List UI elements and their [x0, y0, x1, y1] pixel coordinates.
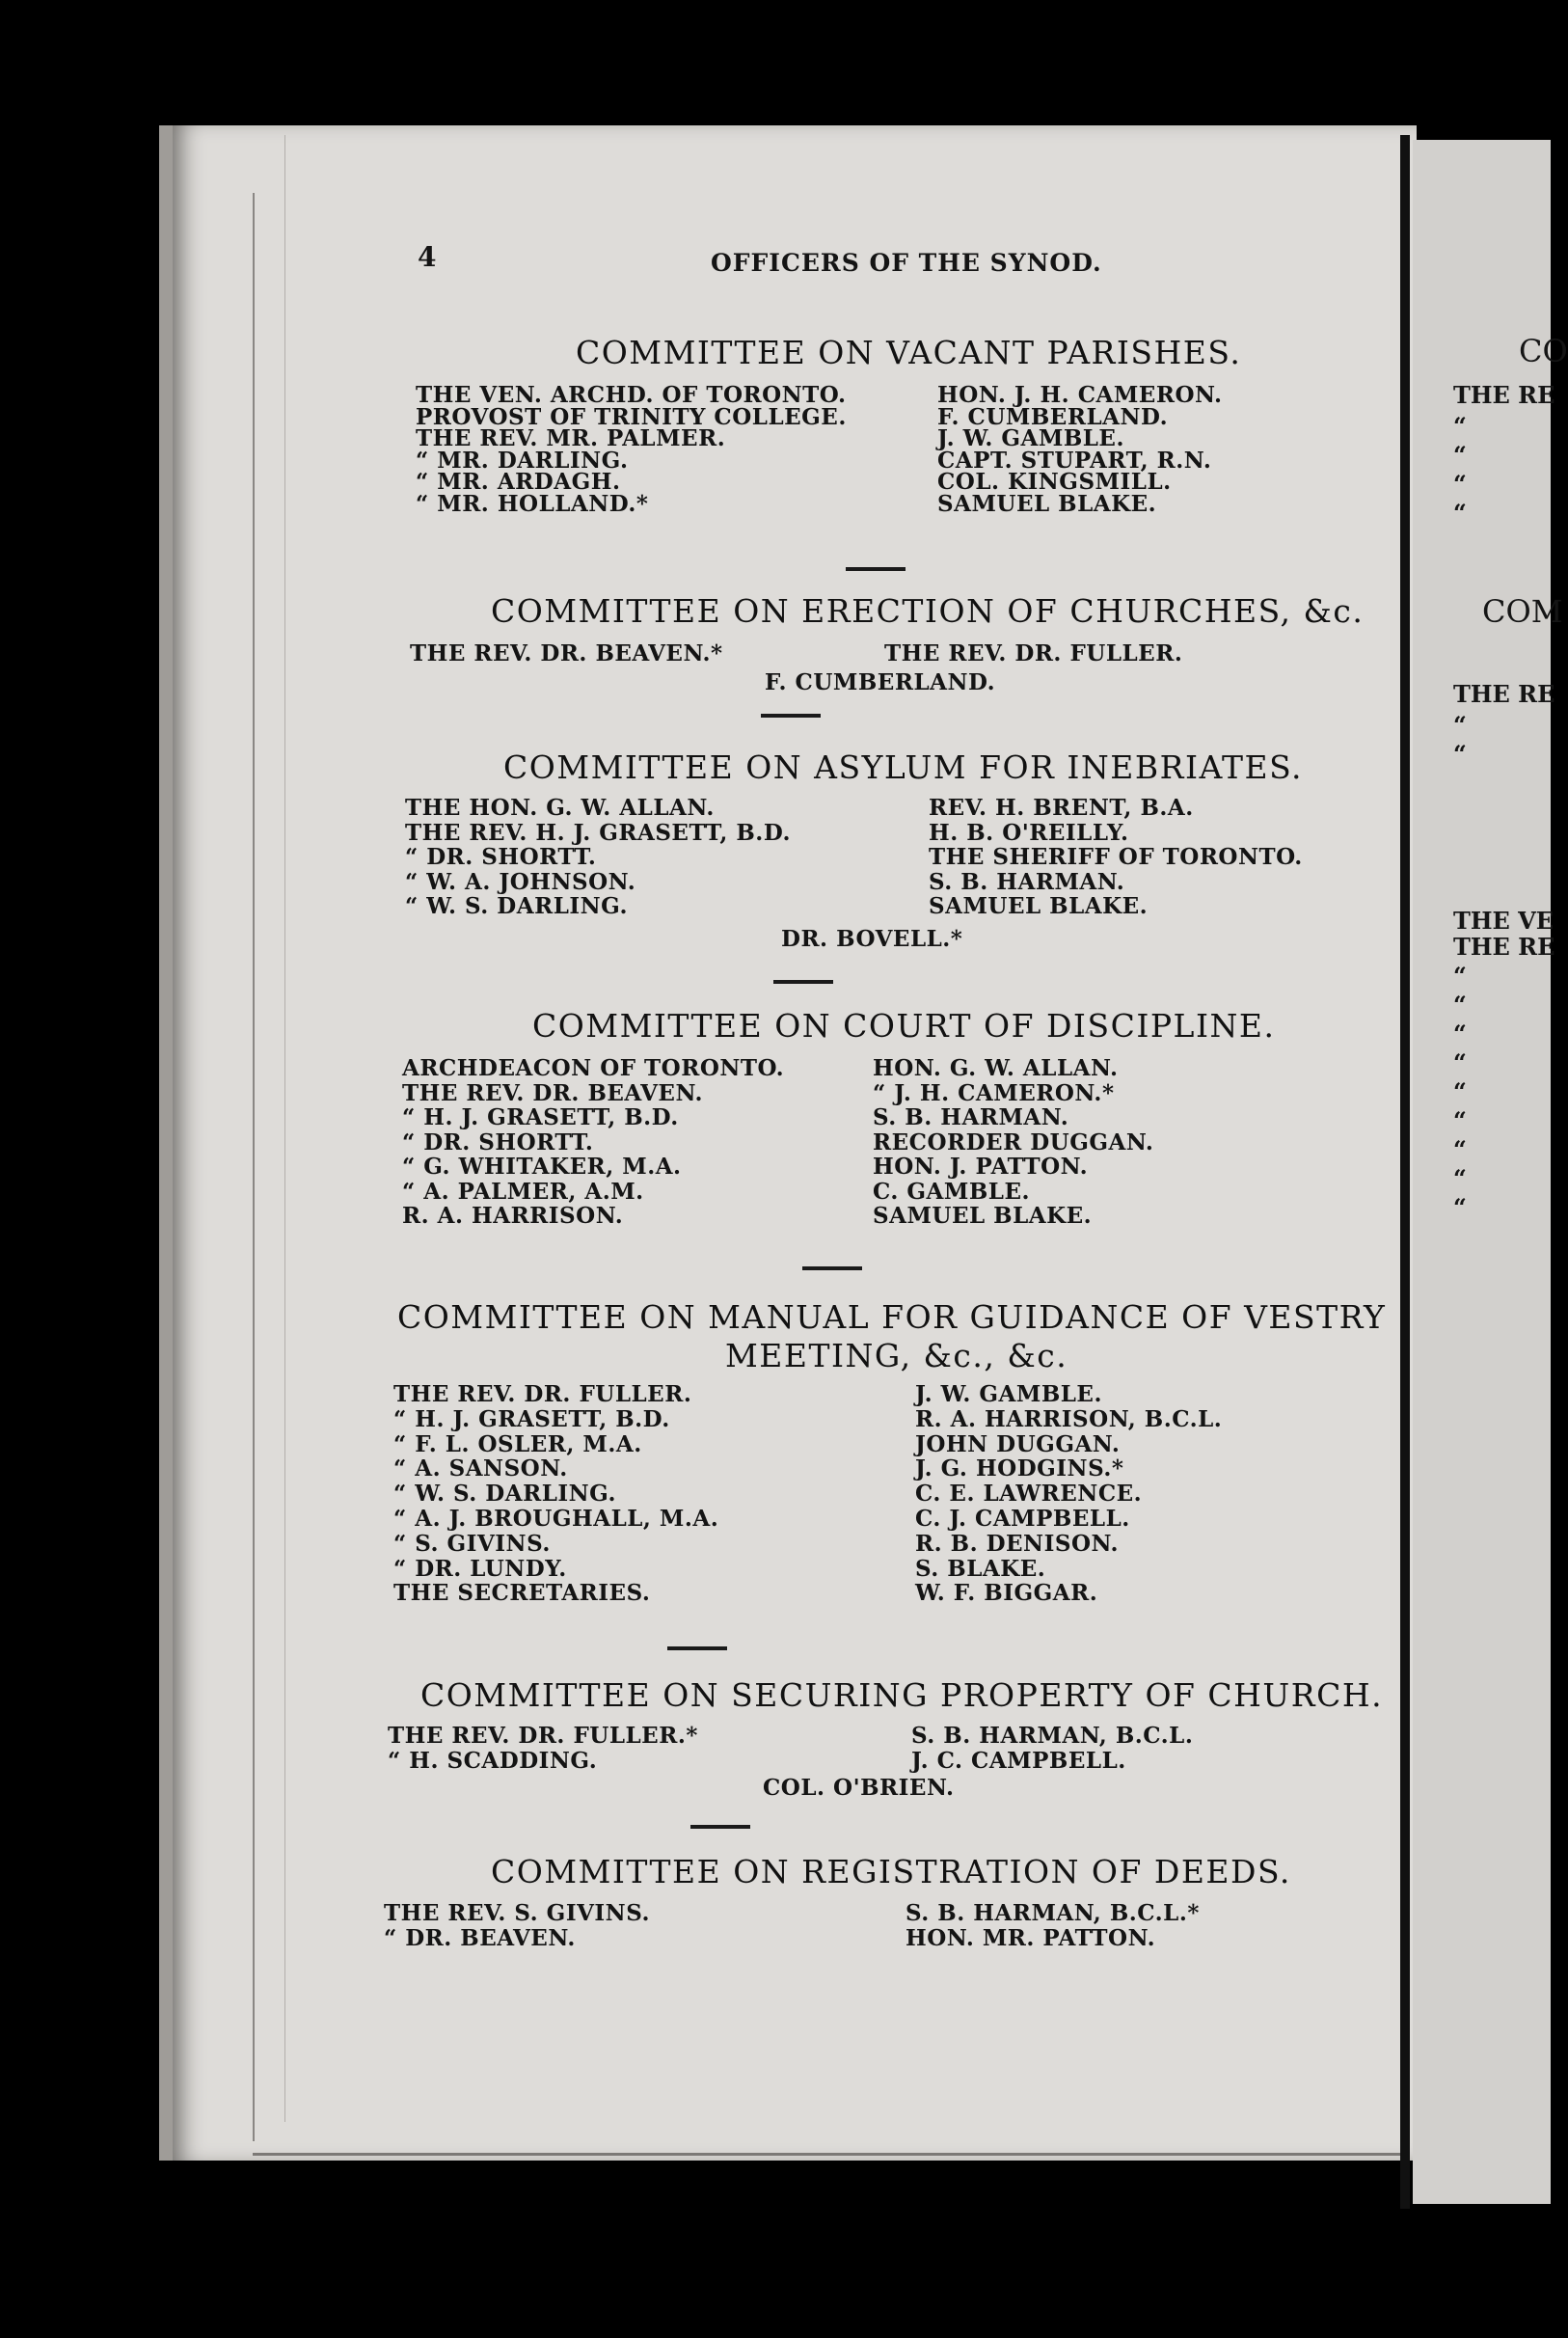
member-left: “ MR. HOLLAND.*	[416, 490, 649, 517]
member-left: “ A. PALMER, A.M.	[402, 1178, 644, 1205]
member-right: “ J. H. CAMERON.*	[873, 1079, 1115, 1106]
member-left: R. A. HARRISON.	[402, 1203, 624, 1229]
member-right: R. A. HARRISON, B.C.L.	[915, 1405, 1223, 1432]
member-right: COL. KINGSMILL.	[937, 469, 1172, 495]
facing-page-text: “	[1453, 412, 1467, 440]
member-left: “ F. L. OSLER, M.A.	[393, 1430, 642, 1457]
facing-page-text: “	[1453, 711, 1467, 739]
member-left: “ DR. BEAVEN.	[384, 1924, 576, 1951]
section-divider	[690, 1825, 750, 1829]
committee-title: COMMITTEE ON SECURING PROPERTY OF CHURCH.	[420, 1676, 1384, 1714]
member-left: THE REV. DR. FULLER.	[393, 1381, 692, 1407]
facing-page-text: THE RE	[1453, 933, 1555, 961]
member-left: THE REV. MR. PALMER.	[416, 425, 726, 451]
member-right: HON. J. H. CAMERON.	[937, 382, 1223, 408]
member-left: “ W. S. DARLING.	[405, 893, 628, 919]
committee-title-cont: MEETING, &c., &c.	[725, 1337, 1068, 1374]
member-right: HON. MR. PATTON.	[906, 1924, 1156, 1951]
committee-title: COMMITTEE ON REGISTRATION OF DEEDS.	[491, 1853, 1291, 1890]
facing-page-text: “	[1453, 441, 1467, 469]
member-left: THE REV. H. J. GRASETT, B.D.	[405, 819, 791, 846]
committee-title: COMMITTEE ON VACANT PARISHES.	[576, 334, 1242, 371]
member-right: S. B. HARMAN.	[873, 1104, 1069, 1130]
member-right: SAMUEL BLAKE.	[937, 490, 1157, 517]
member-left: THE REV. S. GIVINS.	[384, 1900, 650, 1926]
member-left: “ S. GIVINS.	[393, 1530, 551, 1557]
page-divider	[1400, 135, 1410, 2209]
member-left: “ W. A. JOHNSON.	[405, 868, 636, 895]
section-divider	[667, 1646, 727, 1650]
member-left: THE REV. DR. BEAVEN.*	[410, 640, 723, 666]
facing-page-fragment	[1413, 140, 1568, 2204]
facing-page-text: “	[1453, 1193, 1467, 1221]
member-left: “ H. J. GRASETT, B.D.	[402, 1104, 679, 1130]
member-left: “ A. SANSON.	[393, 1455, 568, 1482]
section-divider	[846, 567, 906, 571]
member-right: S. B. HARMAN.	[929, 868, 1125, 895]
member-right: C. J. CAMPBELL.	[915, 1506, 1130, 1532]
member-right: HON. G. W. ALLAN.	[873, 1055, 1119, 1081]
facing-page-text: “	[1453, 991, 1467, 1019]
member-left: “ H. SCADDING.	[388, 1748, 598, 1774]
section-divider	[761, 714, 821, 718]
member-left: “ MR. DARLING.	[416, 447, 629, 474]
member-left: THE REV. DR. BEAVEN.	[402, 1079, 704, 1106]
running-title: OFFICERS OF THE SYNOD.	[711, 249, 1102, 277]
facing-page-text: “	[1453, 470, 1467, 498]
page-bottom-edge	[253, 2153, 1400, 2156]
facing-page-text: “	[1453, 499, 1467, 527]
member-left: “ MR. ARDAGH.	[416, 469, 621, 495]
facing-page-text: “	[1453, 1048, 1467, 1076]
member-right: HON. J. PATTON.	[873, 1154, 1089, 1180]
member-right: THE SHERIFF OF TORONTO.	[929, 844, 1303, 870]
member-right: SAMUEL BLAKE.	[929, 893, 1149, 919]
committee-title: COMMITTEE ON COURT OF DISCIPLINE.	[532, 1007, 1276, 1045]
facing-page-text: THE RE	[1453, 381, 1555, 409]
member-right: J. W. GAMBLE.	[937, 425, 1124, 451]
member-center: COL. O'BRIEN.	[763, 1775, 955, 1801]
member-right: C. GAMBLE.	[873, 1178, 1031, 1205]
facing-page-text: “	[1453, 1077, 1467, 1105]
member-right: CAPT. STUPART, R.N.	[937, 447, 1212, 474]
member-left: THE HON. G. W. ALLAN.	[405, 795, 715, 821]
member-left: PROVOST OF TRINITY COLLEGE.	[416, 403, 847, 430]
member-left: “ W. S. DARLING.	[393, 1481, 616, 1508]
member-right: RECORDER DUGGAN.	[873, 1128, 1154, 1155]
member-left: “ DR. LUNDY.	[393, 1555, 567, 1582]
member-right: S. B. HARMAN, B.C.L.	[911, 1723, 1194, 1749]
member-right: SAMUEL BLAKE.	[873, 1203, 1093, 1229]
member-left: THE VEN. ARCHD. OF TORONTO.	[416, 382, 847, 408]
member-left: “ H. J. GRASETT, B.D.	[393, 1405, 670, 1432]
member-center: F. CUMBERLAND.	[765, 669, 996, 695]
committee-title: COMMITTEE ON ERECTION OF CHURCHES, &c.	[491, 592, 1365, 630]
member-right: JOHN DUGGAN.	[915, 1430, 1121, 1457]
member-left: “ G. WHITAKER, M.A.	[402, 1154, 682, 1180]
facing-page-text: “	[1453, 1019, 1467, 1047]
member-left: ARCHDEACON OF TORONTO.	[402, 1055, 785, 1081]
section-divider	[773, 980, 833, 984]
facing-page-text: COM	[1482, 593, 1563, 630]
facing-page-text: “	[1453, 1164, 1467, 1192]
member-right: THE REV. DR. FULLER.	[884, 640, 1183, 666]
committee-title: COMMITTEE ON ASYLUM FOR INEBRIATES.	[503, 748, 1304, 786]
member-left: THE SECRETARIES.	[393, 1580, 651, 1607]
facing-page-text: “	[1453, 1135, 1467, 1163]
member-right: S. B. HARMAN, B.C.L.*	[906, 1900, 1200, 1926]
member-right: REV. H. BRENT, B.A.	[929, 795, 1194, 821]
member-left: “ DR. SHORTT.	[402, 1128, 594, 1155]
member-right: W. F. BIGGAR.	[915, 1580, 1098, 1607]
member-center: DR. BOVELL.*	[781, 926, 963, 952]
facing-page-text: THE RE	[1453, 680, 1555, 708]
facing-page-text: “	[1453, 740, 1467, 768]
member-right: J. G. HODGINS.*	[915, 1455, 1124, 1482]
member-right: R. B. DENISON.	[915, 1530, 1120, 1557]
member-right: H. B. O'REILLY.	[929, 819, 1129, 846]
member-left: THE REV. DR. FULLER.*	[388, 1723, 698, 1749]
committee-title: COMMITTEE ON MANUAL FOR GUIDANCE OF VESTRY	[397, 1298, 1387, 1336]
facing-page-text: “	[1453, 1106, 1467, 1134]
facing-page-text: “	[1453, 962, 1467, 990]
page-gutter-line-inner	[284, 135, 285, 2122]
member-left: “ A. J. BROUGHALL, M.A.	[393, 1506, 719, 1532]
facing-page-text: CO	[1519, 333, 1568, 369]
member-right: S. BLAKE.	[915, 1555, 1046, 1582]
page-number: 4	[418, 241, 438, 273]
member-left: “ DR. SHORTT.	[405, 844, 597, 870]
page-gutter-line	[253, 193, 255, 2141]
member-right: J. W. GAMBLE.	[915, 1381, 1102, 1407]
facing-page-text: THE VE	[1453, 907, 1554, 935]
member-right: C. E. LAWRENCE.	[915, 1481, 1143, 1508]
member-right: F. CUMBERLAND.	[937, 403, 1169, 430]
section-divider	[802, 1266, 862, 1270]
member-right: J. C. CAMPBELL.	[911, 1748, 1126, 1774]
